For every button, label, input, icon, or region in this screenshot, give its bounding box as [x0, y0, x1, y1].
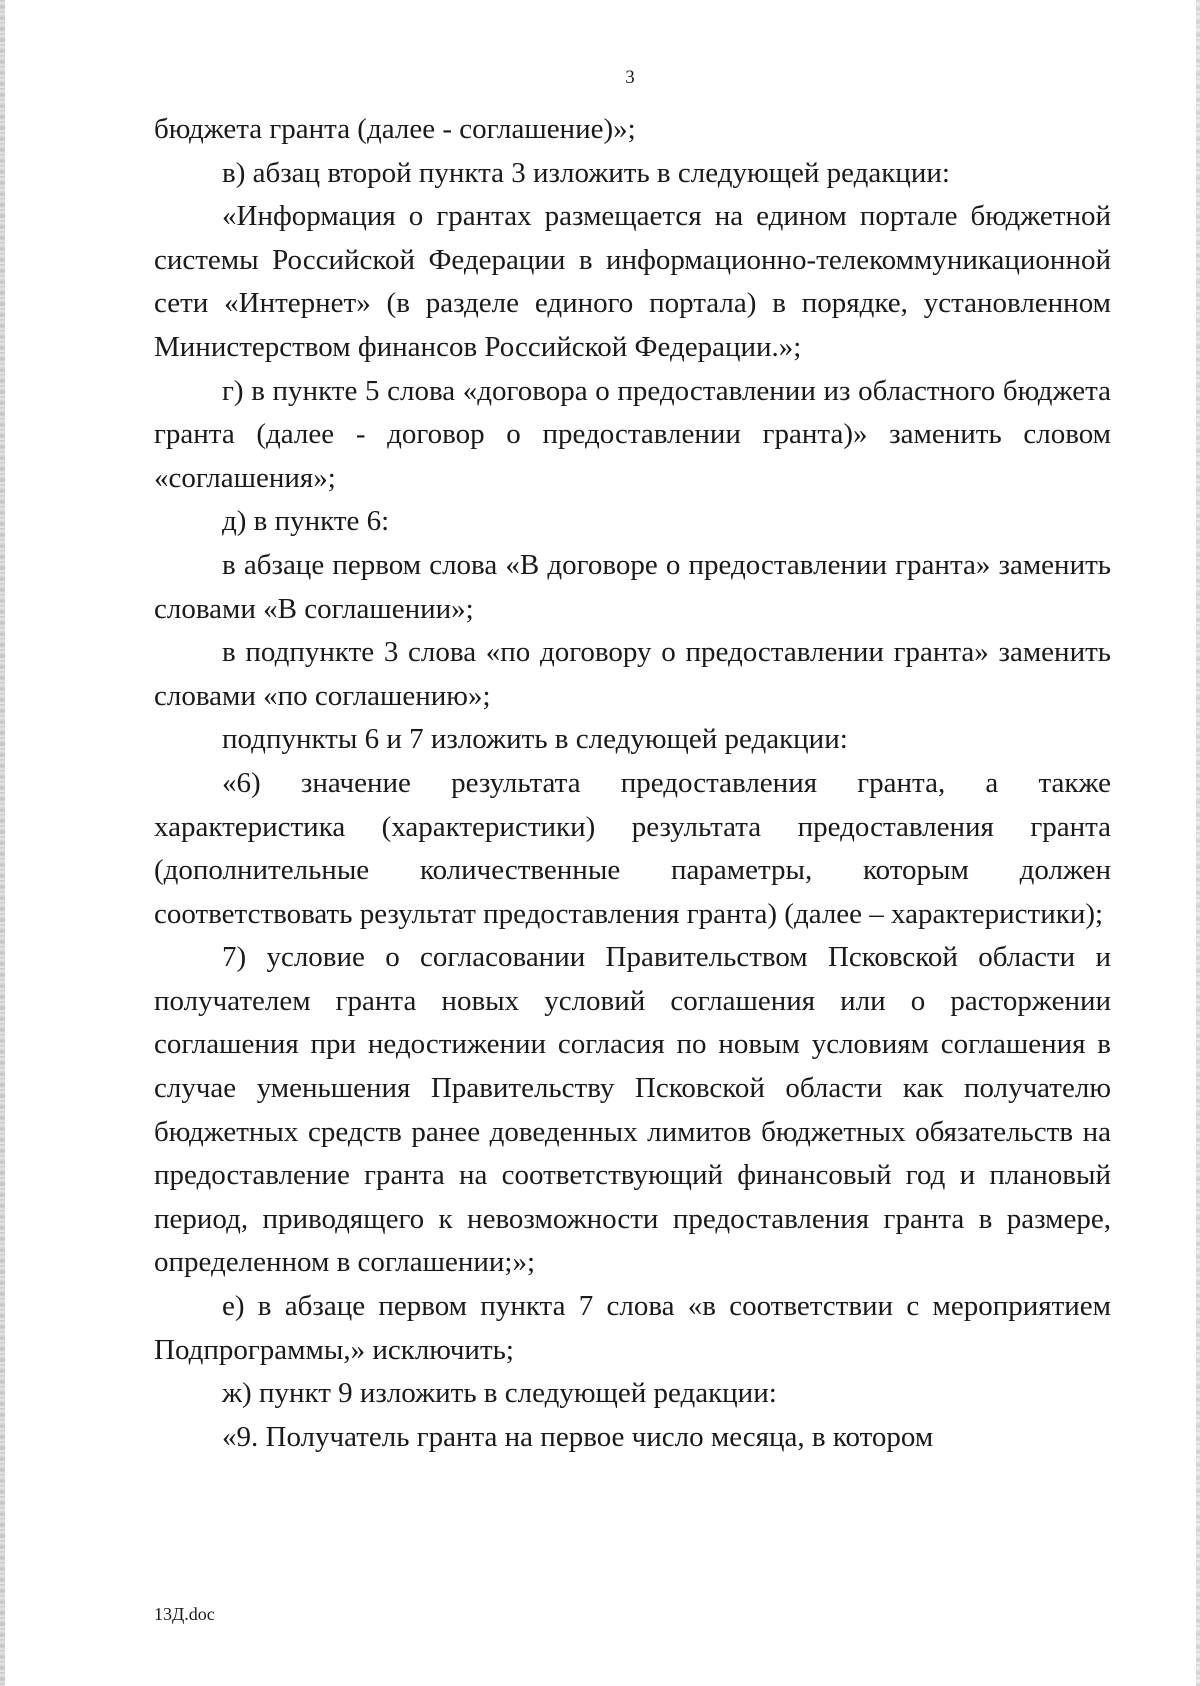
paragraph: г) в пункте 5 слова «договора о предоставлении из областного бюджета гранта (далее - договор о предоставлении гранта)» заменить словом «соглашения»; [154, 374, 1111, 494]
paragraph: «Информация о грантах размещается на едином портале бюджетной системы Российской Федерации в информационно-телекоммуникационной сети «Интернет» (в разделе единого портала) в порядке, установленном Министерством финансов Российской Федерации.»; [154, 200, 1111, 363]
paragraph: в абзаце первом слова «В договоре о предоставлении гранта» заменить словами «В соглашении»; [154, 548, 1111, 625]
paragraph: д) в пункте 6: [222, 505, 390, 538]
paragraph: в подпункте 3 слова «по договору о предоставлении гранта» заменить словами «по соглашению»; [154, 636, 1111, 712]
scan-edge-right [1196, 0, 1200, 1686]
paragraph: в) абзац второй пункта 3 изложить в следующей редакции: [222, 156, 950, 189]
paragraph: е) в абзаце первом пункта 7 слова «в соответствии с мероприятием Подпрограммы,» исключить; [154, 1290, 1111, 1366]
paragraph: 7) условие о согласовании Правительством Псковской области и получателем гранта новых условий соглашения или о расторжении соглашения при недостижении согласия по новым условиям соглашения в случае уменьшения Правительству Псковской области как получателю бюджетных средств ранее доведенных лимитов бюджетных обязательств на предоставление гранта на соответствующий финансовый год и плановый период, приводящего к невозможности предоставления гранта в размере, определенном в соглашении;»; [154, 941, 1111, 1279]
footer-file-name: 13Д.doc [154, 1604, 215, 1624]
document-body [154, 108, 1111, 1459]
paragraph: бюджета гранта (далее - соглашение)»; [154, 113, 636, 145]
paragraph: ж) пункт 9 изложить в следующей редакции: [222, 1377, 777, 1410]
page-number: 3 [625, 67, 635, 88]
paragraph: «9. Получатель гранта на первое число месяца, в котором [222, 1420, 934, 1453]
paragraph: подпункты 6 и 7 изложить в следующей редакции: [222, 723, 848, 756]
scan-edge-left [0, 0, 5, 1686]
paragraph: «6) значение результата предоставления гранта, а также характеристика (характеристики) результата предоставления гранта (дополнительные количественные параметры, которым должен соответствовать результат предоставления гранта) (далее – характеристики); [154, 766, 1111, 930]
